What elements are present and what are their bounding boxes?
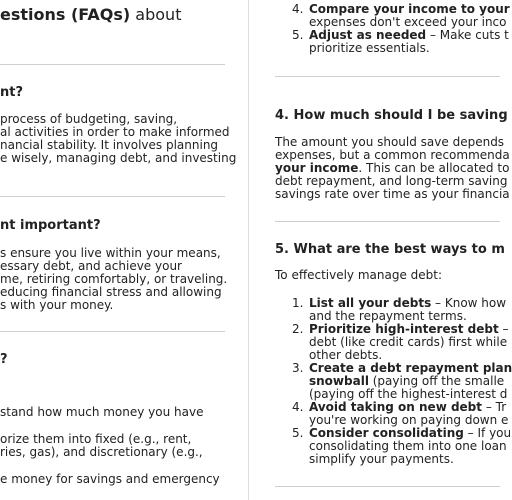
divider [0, 64, 225, 65]
faq-answer-line: orize them into fixed (e.g., rent, [0, 432, 192, 446]
list-number: 1. [292, 296, 304, 310]
faq-question-3: ? [0, 352, 8, 367]
faq-answer-line: debt repayment, and long-term saving [275, 174, 508, 188]
list-item-cont: debt (like credit cards) first while [309, 335, 508, 349]
list-number: 3. [292, 361, 304, 375]
faq-answer-line: expenses, but a common recommenda [275, 148, 510, 162]
divider [0, 196, 225, 197]
faq-answer-intro: To effectively manage debt: [275, 268, 443, 282]
column-divider [248, 0, 249, 500]
faq-answer-line: process of budgeting, saving, [0, 112, 178, 126]
faq-answer-line: al activities in order to make informed [0, 125, 230, 139]
faq-answer-line: essary debt, and achieve your [0, 259, 182, 273]
list-item: Compare your income to your [309, 2, 510, 16]
list-item-cont: simplify your payments. [309, 452, 454, 466]
faq-answer-line: your income. This can be allocated to [275, 161, 510, 175]
faq-answer-line: nancial stability. It involves planning [0, 138, 219, 152]
faq-question-1: nt? [0, 85, 24, 100]
faq-answer-line: s with your money. [0, 298, 114, 312]
faq-answer-line: e wisely, managing debt, and investing [0, 151, 237, 165]
divider [275, 76, 500, 77]
list-item-cont: consolidating them into one loan [309, 439, 507, 453]
list-item: Prioritize high-interest debt – [309, 322, 509, 336]
faq-answer-line: ries, gas), and discretionary (e.g., [0, 445, 203, 459]
faq-question-4: 4. How much should I be saving [275, 108, 508, 123]
list-item: Consider consolidating – If you [309, 426, 512, 440]
list-item: Create a debt repayment plan [309, 361, 512, 375]
list-item-cont: other debts. [309, 348, 383, 362]
faq-answer-line: educing financial stress and allowing [0, 285, 222, 299]
list-item-cont: (paying off the highest-interest d [309, 387, 508, 401]
list-item-cont: prioritize essentials. [309, 41, 430, 55]
faq-answer-line: s ensure you live within your means, [0, 246, 221, 260]
faq-right-column [275, 0, 512, 500]
divider [275, 486, 500, 487]
list-number: 2. [292, 322, 304, 336]
faq-answer-line: e money for savings and emergency [0, 472, 220, 486]
list-item-cont: and the repayment terms. [309, 309, 467, 323]
faq-question-5: 5. What are the best ways to m [275, 242, 505, 257]
faq-answer-line: The amount you should save depends [275, 135, 505, 149]
faq-title: estions (FAQs) about [0, 5, 182, 24]
list-item-cont: expenses don't exceed your inco [309, 15, 507, 29]
list-item-cont: snowball (paying off the smalle [309, 374, 505, 388]
faq-answer-line: stand how much money you have [0, 405, 204, 419]
list-item: Avoid taking on new debt – Tr [309, 400, 507, 414]
list-number: 5. [292, 426, 304, 440]
faq-answer-line: savings rate over time as your financia [275, 187, 510, 201]
faq-left-column [0, 0, 237, 500]
list-item: Adjust as needed – Make cuts t [309, 28, 509, 42]
list-item: List all your debts – Know how [309, 296, 507, 310]
list-item-cont: you're working on paying down e [309, 413, 509, 427]
faq-answer-line: me, retiring comfortably, or traveling. [0, 272, 228, 286]
list-number: 5. [292, 28, 304, 42]
faq-question-2: nt important? [0, 218, 101, 233]
list-number: 4. [292, 400, 304, 414]
divider [275, 221, 500, 222]
list-number: 4. [292, 2, 304, 16]
divider [0, 331, 225, 332]
